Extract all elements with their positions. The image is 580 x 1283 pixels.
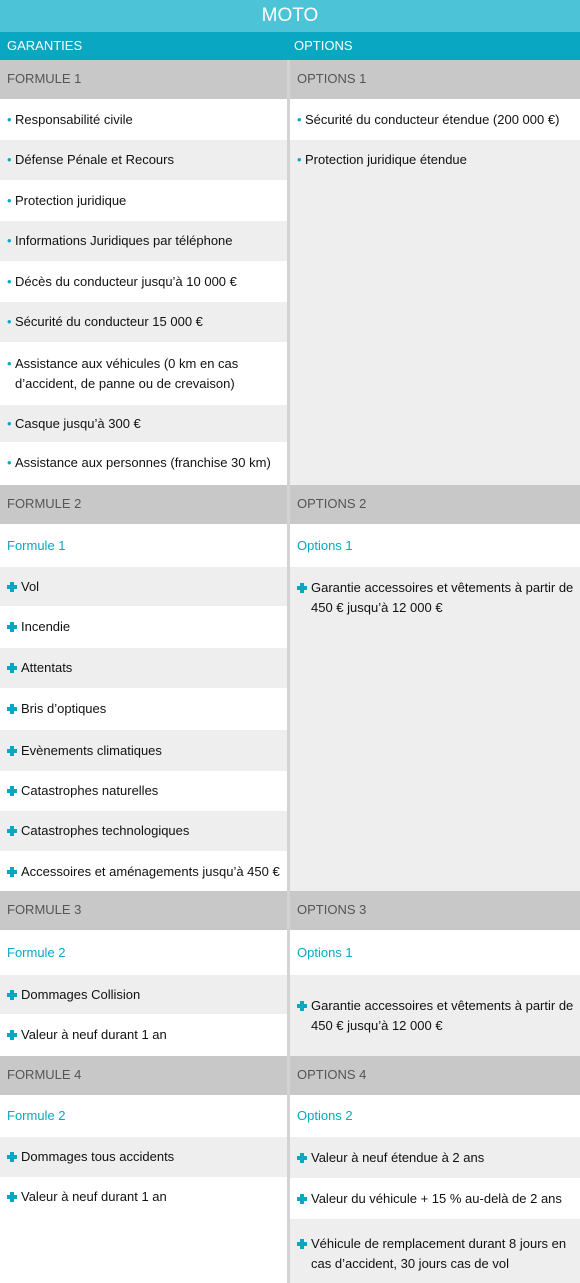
bullet-icon: •: [7, 273, 12, 289]
list-item: [0, 730, 287, 771]
plus-icon: [7, 786, 17, 796]
formula-section: [0, 891, 580, 1056]
formula-header: FORMULE 3: [0, 891, 287, 930]
list-item: [0, 99, 287, 140]
list-item-label: Attentats: [21, 660, 73, 675]
list-item: [290, 975, 580, 1056]
plus-icon: [7, 867, 17, 877]
list-item: [0, 851, 287, 892]
plus-icon: [297, 1001, 307, 1011]
list-item: [290, 140, 580, 180]
plus-icon: [7, 582, 17, 592]
list-item: [290, 1219, 580, 1283]
plus-icon: [7, 704, 17, 714]
page-title: MOTO: [261, 5, 319, 26]
options-column: [287, 891, 580, 1056]
plus-icon: [7, 826, 17, 836]
plus-icon: [7, 1152, 17, 1162]
plus-icon: [7, 622, 17, 632]
list-item: [290, 99, 580, 140]
list-item: [0, 567, 287, 606]
column-header-options: OPTIONS: [294, 38, 353, 53]
list-item-label: Options 1: [297, 944, 353, 960]
garanties-column: [0, 485, 287, 891]
list-item: [290, 1137, 580, 1178]
list-item: [0, 1014, 287, 1056]
plus-icon: [297, 1239, 307, 1249]
plus-icon: [297, 583, 307, 593]
formula-section: [0, 1056, 580, 1283]
list-item: [290, 567, 580, 629]
list-item: [0, 1177, 287, 1217]
list-item-label: Catastrophes naturelles: [21, 783, 159, 798]
list-item: [0, 140, 287, 180]
plus-icon: [7, 746, 17, 756]
list-item-label: Formule 1: [7, 537, 66, 553]
list-item-label: Valeur à neuf durant 1 an: [21, 1027, 167, 1042]
list-item: [0, 975, 287, 1014]
list-item-label: Défense Pénale et Recours: [15, 152, 174, 167]
list-item-label: Vol: [21, 578, 40, 594]
list-item-label: Dommages tous accidents: [21, 1149, 175, 1164]
list-item-label: Protection juridique étendue: [305, 152, 467, 167]
garanties-column: [0, 891, 287, 1056]
list-item: [0, 648, 287, 688]
list-item: [0, 180, 287, 221]
list-item-label: Assistance aux personnes (franchise 30 km): [15, 455, 271, 470]
list-item-label: Responsabilité civile: [15, 111, 133, 127]
list-item: [0, 405, 287, 442]
bullet-icon: •: [7, 314, 12, 329]
bullet-icon: •: [7, 111, 12, 127]
list-item: [290, 1178, 580, 1219]
plus-icon: [7, 663, 17, 673]
list-item: [0, 606, 287, 648]
options-column: [287, 1056, 580, 1283]
list-item-label: Valeur du véhicule + 15 % au-delà de 2 ans: [311, 1190, 562, 1206]
formula-reference: [0, 1095, 287, 1137]
list-item-label: Casque jusqu’à 300 €: [15, 415, 141, 431]
garanties-column: [0, 60, 287, 485]
plus-icon: [297, 1153, 307, 1163]
formula-reference: [290, 524, 580, 567]
bullet-icon: •: [7, 192, 12, 208]
options-header: OPTIONS 3: [290, 891, 580, 930]
options-header: OPTIONS 1: [290, 60, 580, 99]
list-item-label: Assistance aux véhicules (0 km en cas d’accident, de panne ou de crevaison): [15, 355, 239, 391]
sections-container: [0, 60, 580, 1283]
formula-header: FORMULE 1: [0, 60, 287, 99]
list-item-label: Véhicule de remplacement durant 8 jours en cas d’accident, 30 jours cas de vol: [311, 1235, 567, 1271]
list-item: [0, 1137, 287, 1177]
column-filler: [290, 180, 580, 485]
column-header-garanties: GARANTIES: [7, 38, 83, 53]
list-item-label: Protection juridique: [15, 192, 127, 208]
bullet-icon: •: [7, 355, 12, 371]
list-item: [0, 442, 287, 484]
list-item: [0, 302, 287, 342]
list-item-label: Formule 2: [7, 944, 66, 960]
bullet-icon: •: [297, 152, 302, 167]
plus-icon: [7, 1192, 17, 1202]
list-item: [0, 342, 287, 405]
column-filler: [0, 1217, 287, 1283]
list-item-label: Catastrophes technologiques: [21, 823, 190, 838]
list-item-label: Informations Juridiques par téléphone: [15, 233, 233, 248]
plus-icon: [7, 990, 17, 1000]
plus-icon: [7, 1030, 17, 1040]
list-item: [0, 221, 287, 261]
formula-section: [0, 60, 580, 485]
list-item-label: Options 2: [297, 1108, 353, 1123]
options-header: OPTIONS 4: [290, 1056, 580, 1095]
page-title-bar: [0, 0, 580, 32]
formula-reference: [290, 930, 580, 975]
list-item-label: Bris d’optiques: [21, 701, 107, 716]
list-item-label: Valeur à neuf étendue à 2 ans: [311, 1149, 485, 1165]
formula-header: FORMULE 2: [0, 485, 287, 524]
bullet-icon: •: [7, 233, 12, 248]
list-item-label: Accessoires et aménagements jusqu’à 450 €: [21, 863, 280, 879]
column-header-row: [0, 32, 580, 60]
list-item-label: Garantie accessoires et vêtements à partir de 450 € jusqu’à 12 000 €: [311, 997, 574, 1033]
formula-section: [0, 485, 580, 891]
bullet-icon: •: [7, 152, 12, 167]
bullet-icon: •: [297, 111, 302, 127]
list-item-label: Incendie: [21, 619, 71, 634]
plus-icon: [297, 1194, 307, 1204]
formula-reference: [0, 524, 287, 567]
bullet-icon: •: [7, 415, 12, 431]
list-item-label: Options 1: [297, 537, 353, 553]
formula-header: FORMULE 4: [0, 1056, 287, 1095]
formula-reference: [0, 930, 287, 975]
list-item: [0, 771, 287, 811]
formula-reference: [290, 1095, 580, 1137]
list-item-label: Evènements climatiques: [21, 742, 162, 758]
options-column: [287, 485, 580, 891]
list-item-label: Valeur à neuf durant 1 an: [21, 1189, 167, 1204]
column-filler: [290, 629, 580, 891]
list-item: [0, 811, 287, 851]
options-column: [287, 60, 580, 485]
list-item-label: Décès du conducteur jusqu’à 10 000 €: [15, 273, 237, 289]
garanties-column: [0, 1056, 287, 1283]
list-item: [0, 688, 287, 730]
list-item: [0, 261, 287, 302]
options-header: OPTIONS 2: [290, 485, 580, 524]
bullet-icon: •: [7, 455, 12, 470]
list-item-label: Garantie accessoires et vêtements à partir de 450 € jusqu’à 12 000 €: [311, 580, 574, 615]
list-item-label: Dommages Collision: [21, 986, 141, 1002]
list-item-label: Sécurité du conducteur 15 000 €: [15, 314, 203, 329]
list-item-label: Formule 2: [7, 1108, 66, 1123]
list-item-label: Sécurité du conducteur étendue (200 000 €): [305, 111, 560, 127]
